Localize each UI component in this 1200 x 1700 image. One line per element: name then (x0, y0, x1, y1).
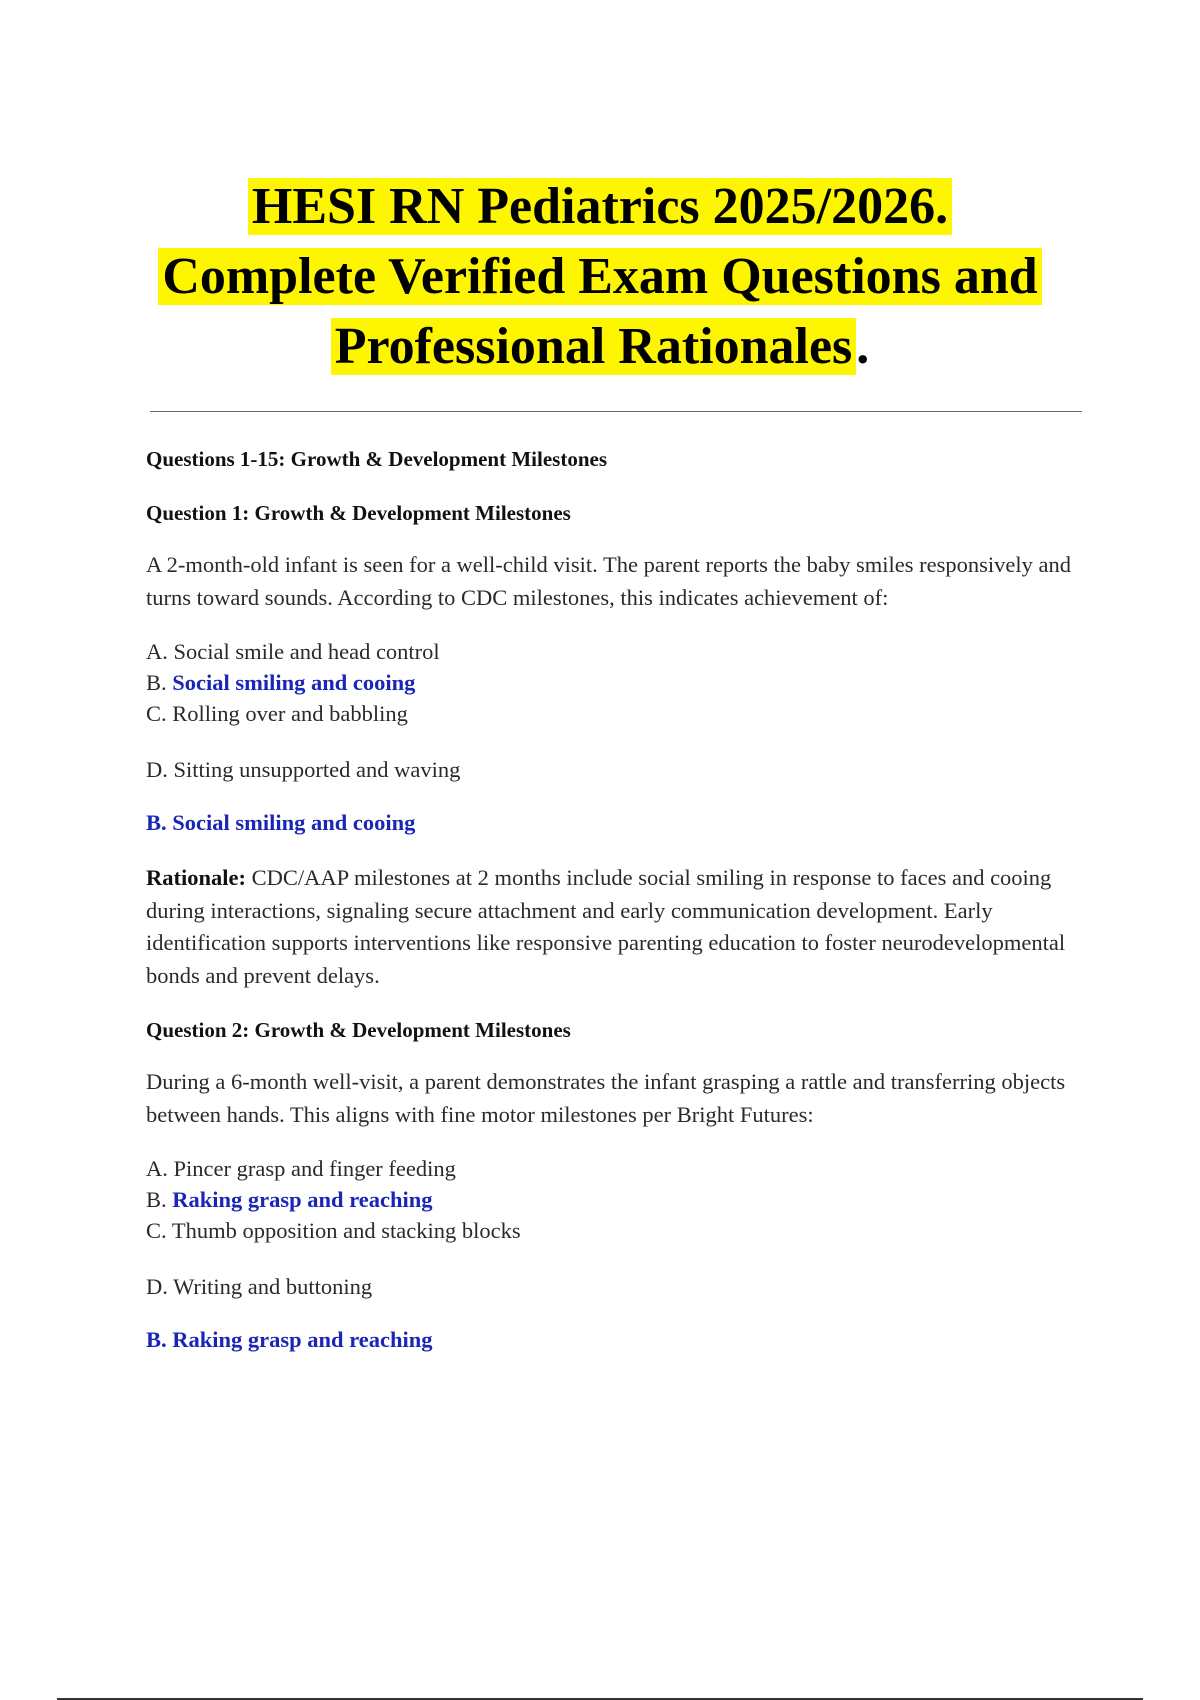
option-text-correct: Social smiling and cooing (172, 670, 416, 695)
document-body (146, 445, 1086, 1379)
option-text: Thumb opposition and stacking blocks (171, 1218, 521, 1243)
correct-answer: B. Raking grasp and reaching (146, 1327, 433, 1352)
title-line-3: Professional Rationales (331, 318, 857, 375)
option-d (146, 754, 1086, 785)
option-b (146, 667, 1086, 698)
option-letter: C. (146, 701, 173, 726)
option-c (146, 1215, 1086, 1246)
option-b (146, 1184, 1086, 1215)
question-1 (146, 499, 1086, 992)
answer-options (146, 1153, 1086, 1302)
rationale-label: Rationale: (146, 865, 246, 890)
option-letter: B. (146, 1187, 173, 1212)
option-letter: D. (146, 1274, 174, 1299)
rationale (146, 862, 1086, 992)
question-stem: During a 6-month well-visit, a parent demonstrates the infant grasping a rattle and transferring objects between hands. This aligns with fine motor milestones per Bright Futures: (146, 1069, 1066, 1127)
option-letter: B. (146, 670, 173, 695)
question-stem: A 2-month-old infant is seen for a well-child visit. The parent reports the baby smiles responsively and turns toward sounds. According to CDC milestones, this indicates achievement of: (146, 552, 1072, 610)
question-heading: Question 1: Growth & Development Milestones (146, 501, 571, 525)
title-line-2: Complete Verified Exam Questions and (158, 248, 1041, 305)
title-line-1: HESI RN Pediatrics 2025/2026. (248, 178, 952, 235)
question-heading: Question 2: Growth & Development Milestones (146, 1018, 571, 1042)
option-text: Sitting unsupported and waving (173, 757, 461, 782)
option-letter: D. (146, 757, 174, 782)
correct-answer: B. Social smiling and cooing (146, 810, 416, 835)
option-a (146, 1153, 1086, 1184)
option-a (146, 636, 1086, 667)
document-title (120, 172, 1080, 382)
option-text: Rolling over and babbling (172, 701, 408, 726)
option-text: Pincer grasp and finger feeding (173, 1156, 456, 1181)
title-trailing-period: . (856, 318, 870, 375)
answer-options (146, 636, 1086, 785)
title-divider (150, 411, 1082, 412)
option-text-correct: Raking grasp and reaching (172, 1187, 433, 1212)
rationale-text: CDC/AAP milestones at 2 months include social smiling in response to faces and cooing during interactions, signaling secure attachment and early communication development. Early identification supports interventions like responsive parenting education to foster neurodevelopmental bonds and prevent delays. (146, 865, 1066, 988)
option-text: Writing and buttoning (173, 1274, 373, 1299)
option-letter: C. (146, 1218, 172, 1243)
option-letter: A. (146, 639, 174, 664)
section-heading: Questions 1-15: Growth & Development Milestones (146, 447, 607, 471)
option-c (146, 698, 1086, 729)
question-2 (146, 1016, 1086, 1355)
option-letter: A. (146, 1156, 174, 1181)
option-text: Social smile and head control (173, 639, 440, 664)
option-d (146, 1271, 1086, 1302)
